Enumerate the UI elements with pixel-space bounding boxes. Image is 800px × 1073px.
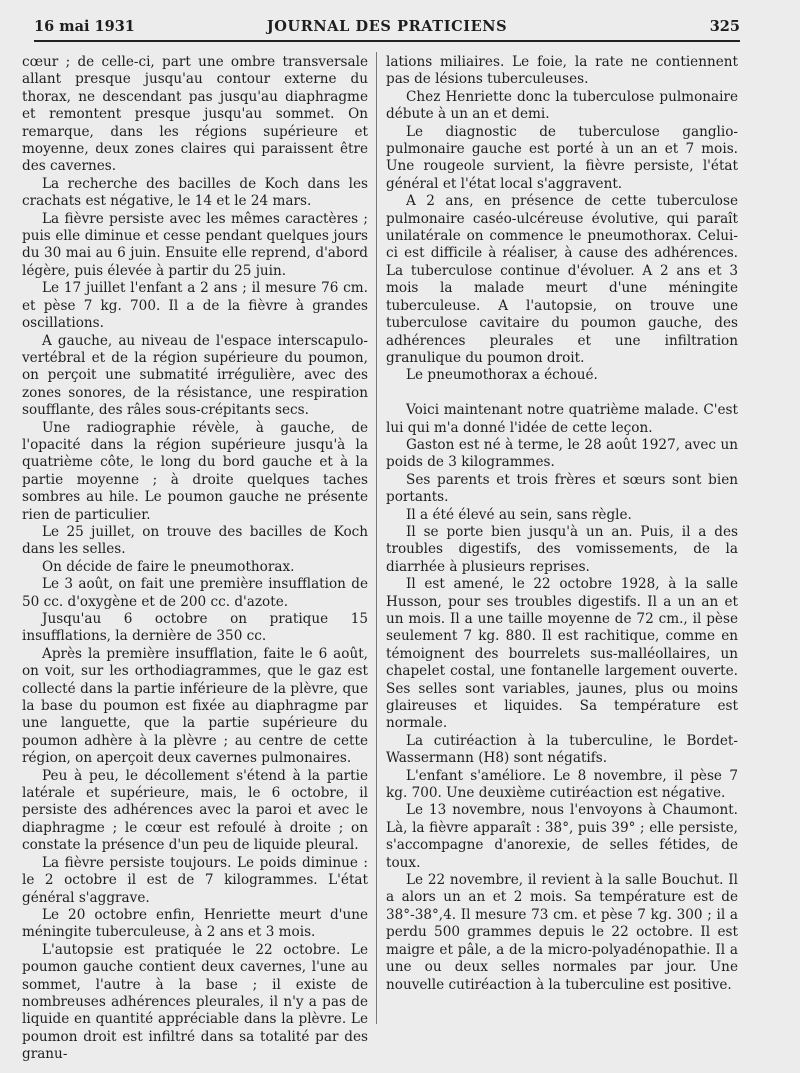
paragraph: Une radiographie révèle, à gauche, de l'opacité dans la région supérieure jusqu'à la quatrième côte, le long du bord gauche et à la partie moyenne ; à droite quelques taches sombres au hile. Le poumon gauche ne présente rien de particulier.	[22, 419, 368, 523]
left-column	[22, 54, 368, 1064]
page-number: 325	[709, 18, 740, 35]
paragraph: Il est amené, le 22 octobre 1928, à la salle Husson, pour ses troubles digestifs. Il a un an et un mois. Il a une taille moyenne de 72 cm., il pèse seulement 7 kg. 880. Il est rachitique, comme en témoignent des bourrelets sus-malléollaires, un chapelet costal, une fontanelle largement ouverte. Ses selles sont variables, jaunes, plus ou moins glaireuses et liquides. Sa température est normale.	[386, 576, 738, 732]
paragraph: Il a été élevé au sein, sans règle.	[406, 506, 632, 523]
paragraph: A gauche, au niveau de l'espace interscapulo-vertébral et de la région supérieure du poumon, on perçoit une submatité irrégulière, avec des zones sonores, de la résistance, une respiration soufflante, des râles sous-crépitants secs.	[22, 332, 368, 419]
paragraph: Le 3 août, on fait une première insufflation de 50 cc. d'oxygène et de 200 cc. d'azote.	[22, 576, 368, 610]
paragraph: On décide de faire le pneumothorax.	[42, 558, 295, 575]
paragraph: Il se porte bien jusqu'à un an. Puis, il a des troubles digestifs, des vomissements, de la diarrhée à plusieurs reprises.	[386, 523, 738, 575]
paragraph: Jusqu'au 6 octobre on pratique 15 insufflations, la dernière de 350 cc.	[22, 611, 368, 645]
paragraph: La recherche des bacilles de Koch dans les crachats est négative, le 14 et le 24 mars.	[22, 175, 368, 210]
paragraph: Le 25 juillet, on trouve des bacilles de Koch dans les selles.	[22, 523, 368, 558]
right-column	[386, 54, 738, 994]
paragraph: Le 22 novembre, il revient à la salle Bouchut. Il a alors un an et 2 mois. Sa température est de 38°-38°,4. Il mesure 73 cm. et pèse 7 kg. 300 ; il a perdu 500 grammes depuis le 22 octobre. Il est maigre et pâle, a de la micro-polyadénopathie. Il a une ou deux selles normales par jour. Une nouvelle cutiréaction à la tuberculine est positive.	[386, 872, 738, 993]
paragraph: Le 13 novembre, nous l'envoyons à Chaumont. Là, la fièvre apparaît : 38°, puis 39° ; elle persiste, s'accompagne d'anorexie, de selles fétides, de toux.	[386, 802, 738, 871]
paragraph: Ses parents et trois frères et sœurs sont bien portants.	[386, 471, 738, 506]
paragraph: Le 17 juillet l'enfant a 2 ans ; il mesure 76 cm. et pèse 7 kg. 700. Il a de la fièvre à grandes oscillations.	[22, 280, 368, 332]
paragraph: A 2 ans, en présence de cette tuberculose pulmonaire caséo-ulcéreuse évolutive, qui paraît unilatérale on commence le pneumothorax. Celui-ci est difficile à réaliser, à cause des adhérences. La tuberculose continue d'évoluer. A 2 ans et 3 mois la malade meurt d'une méningite tuberculeuse. A l'autopsie, on trouve une tuberculose cavitaire du poumon gauche, des adhérences pleurales et une infiltration granulique du poumon droit.	[386, 193, 738, 366]
paragraph: cœur ; de celle-ci, part une ombre transversale allant presque jusqu'au contour externe du thorax, ne descendant pas jusqu'au diaphragme et remontent presque jusqu'au sommet. On remarque, dans les régions supérieure et moyenne, deux zones claires qui paraissent être des cavernes.	[22, 54, 368, 175]
header-rule	[34, 40, 740, 42]
paragraph: Gaston est né à terme, le 28 août 1927, avec un poids de 3 kilogrammes.	[386, 436, 738, 471]
paragraph: Chez Henriette donc la tuberculose pulmonaire débute à un an et demi.	[386, 88, 738, 123]
journal-title: JOURNAL DES PRATICIENS	[266, 18, 508, 35]
paragraph: Après la première insufflation, faite le 6 août, on voit, sur les orthodiagrammes, que le gaz est collecté dans la partie inférieure de la plèvre, que la base du poumon est fixée au diaphragme par une languette, que la partie supérieure du poumon adhère à la plèvre ; au centre de cette région, on aperçoit deux cavernes pulmonaires.	[22, 645, 368, 767]
page-header	[34, 16, 740, 38]
header-date: 16 mai 1931	[34, 18, 135, 35]
paragraph: lations miliaires. Le foie, la rate ne contiennent pas de lésions tuberculeuses.	[386, 54, 738, 88]
paragraph: L'autopsie est pratiquée le 22 octobre. Le poumon gauche contient deux cavernes, l'une au sommet, l'autre à la base ; il existe de nombreuses adhérences pleurales, il n'y a pas de liquide en quantité appréciable dans la plèvre. Le poumon droit est infiltré dans sa totalité par des granu-	[22, 941, 368, 1063]
paragraph: Voici maintenant notre quatrième malade. C'est lui qui m'a donné l'idée de cette leçon.	[386, 402, 738, 436]
paragraph: Le diagnostic de tuberculose ganglio-pulmonaire gauche est porté à un an et 7 mois. Une rougeole survient, la fièvre persiste, l'état général et l'état local s'aggravent.	[386, 123, 738, 192]
paragraph: La cutiréaction à la tuberculine, le Bordet-Wassermann (H8) sont négatifs.	[386, 732, 738, 767]
paragraph: La fièvre persiste avec les mêmes caractères ; puis elle diminue et cesse pendant quelques jours du 30 mai au 6 juin. Ensuite elle reprend, d'abord légère, puis élevée à partir du 25 juin.	[22, 210, 368, 279]
paragraph: Le pneumothorax a échoué.	[406, 367, 598, 384]
paragraph: La fièvre persiste toujours. Le poids diminue : le 2 octobre il est de 7 kilogrammes. L'état général s'aggrave.	[22, 854, 368, 906]
paragraph: L'enfant s'améliore. Le 8 novembre, il pèse 7 kg. 700. Une deuxième cutiréaction est négative.	[386, 767, 738, 802]
paragraph: Peu à peu, le décollement s'étend à la partie latérale et supérieure, mais, le 6 octobre, il persiste des adhérences avec la paroi et avec le diaphragme ; le cœur est refoulé à droite ; on constate la présence d'un peu de liquide pleural.	[22, 767, 368, 854]
column-divider	[376, 52, 377, 1024]
paragraph: Le 20 octobre enfin, Henriette meurt d'une méningite tuberculeuse, à 2 ans et 3 mois.	[22, 906, 368, 941]
